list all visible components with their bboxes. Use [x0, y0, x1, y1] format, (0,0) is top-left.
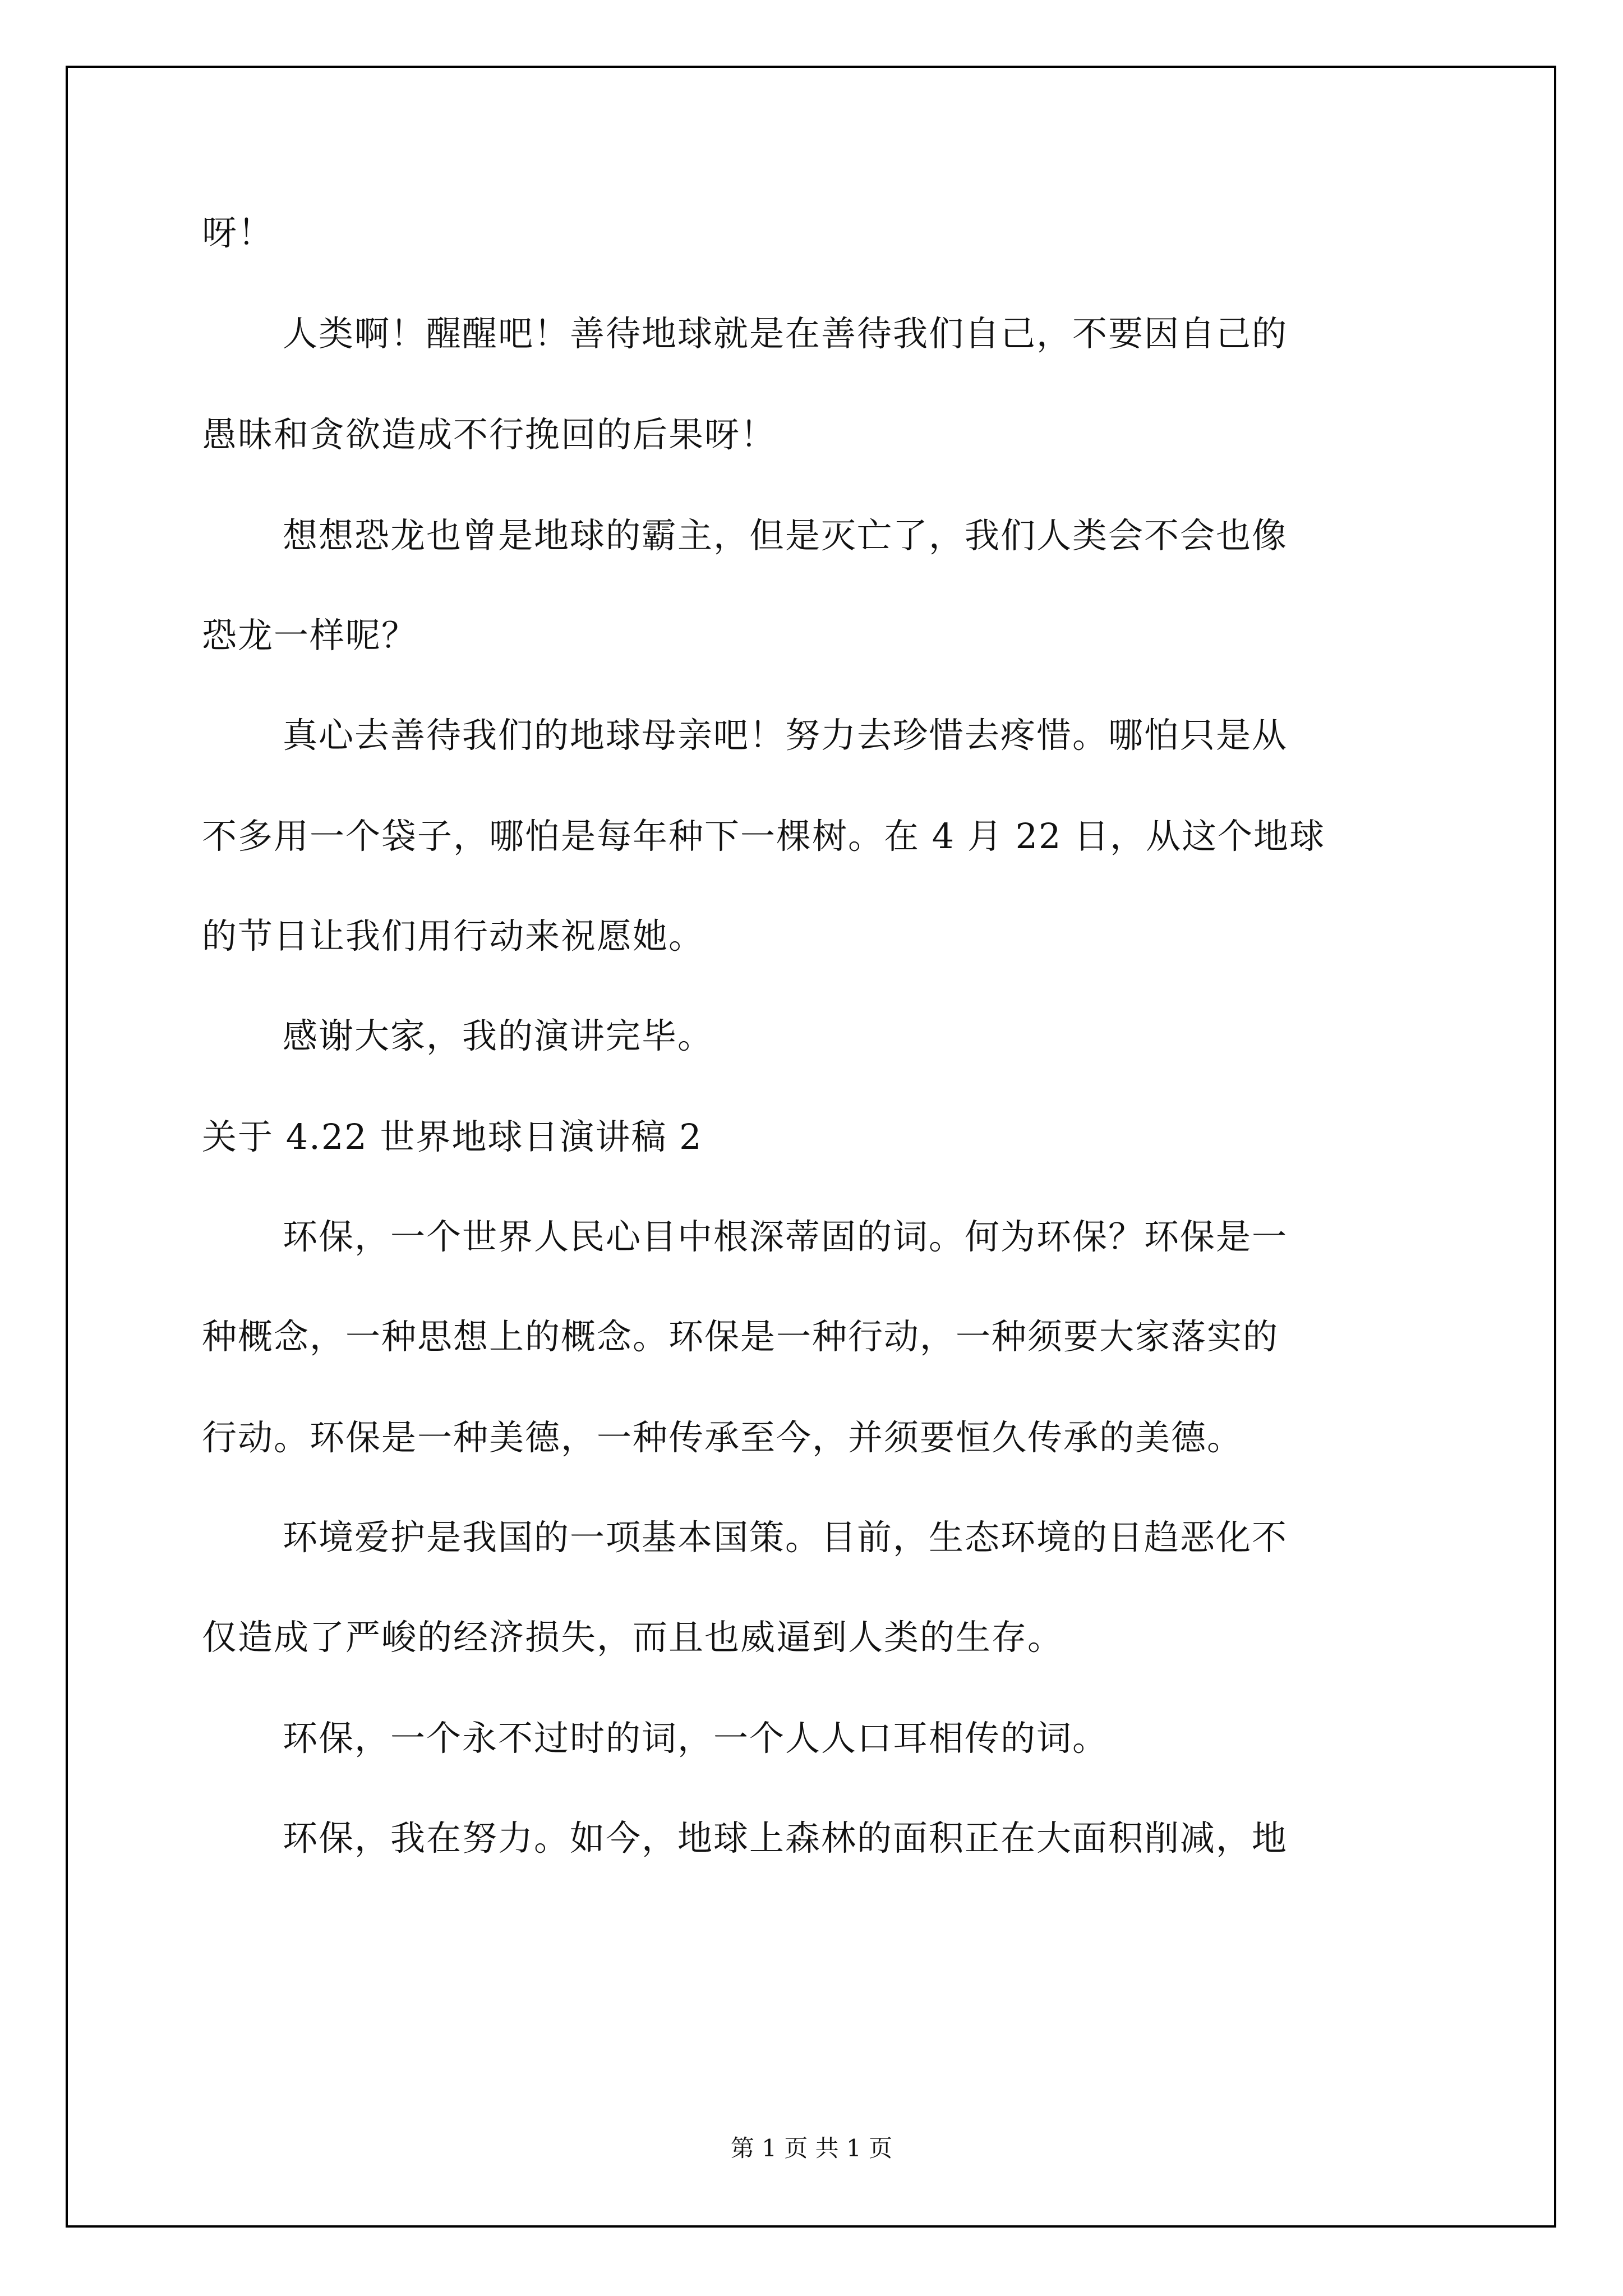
- page-footer: 第 1 页 共 1 页: [730, 2134, 893, 2162]
- text-line: 想想恐龙也曾是地球的霸主，但是灭亡了，我们人类会不会也像: [283, 515, 1288, 556]
- text-line: 不多用一个袋子，哪怕是每年种下一棵树。在 4 月 22 日，从这个地球: [202, 816, 1326, 857]
- text-line: 人类啊！醒醒吧！善待地球就是在善待我们自己，不要因自己的: [283, 313, 1288, 354]
- text-line: 感谢大家，我的演讲完毕。: [283, 1015, 714, 1056]
- text-line: 真心去善待我们的地球母亲吧！努力去珍惜去疼惜。哪怕只是从: [283, 715, 1288, 756]
- text-line: 仅造成了严峻的经济损失，而且也威逼到人类的生存。: [202, 1617, 1064, 1658]
- text-line: 环保，一个永不过时的词，一个人人口耳相传的词。: [283, 1718, 1109, 1759]
- section-heading: 关于 4.22 世界地球日演讲稿 2: [202, 1116, 703, 1157]
- text-line: 种概念，一种思想上的概念。环保是一种行动，一种须要大家落实的: [202, 1316, 1279, 1357]
- text-line: 环境爱护是我国的一项基本国策。目前，生态环境的日趋恶化不: [283, 1517, 1288, 1558]
- text-line: 环保，我在努力。如今，地球上森林的面积正在大面积削减，地: [283, 1818, 1288, 1858]
- text-line: 愚昧和贪欲造成不行挽回的后果呀！: [202, 414, 777, 455]
- text-line: 环保，一个世界人民心目中根深蒂固的词。何为环保？环保是一: [283, 1216, 1288, 1257]
- text-line: 的节日让我们用行动来祝愿她。: [202, 915, 705, 956]
- text-line: 呀！: [202, 212, 274, 253]
- text-line: 恐龙一样呢？: [202, 615, 418, 656]
- text-line: 行动。环保是一种美德，一种传承至今，并须要恒久传承的美德。: [202, 1417, 1243, 1458]
